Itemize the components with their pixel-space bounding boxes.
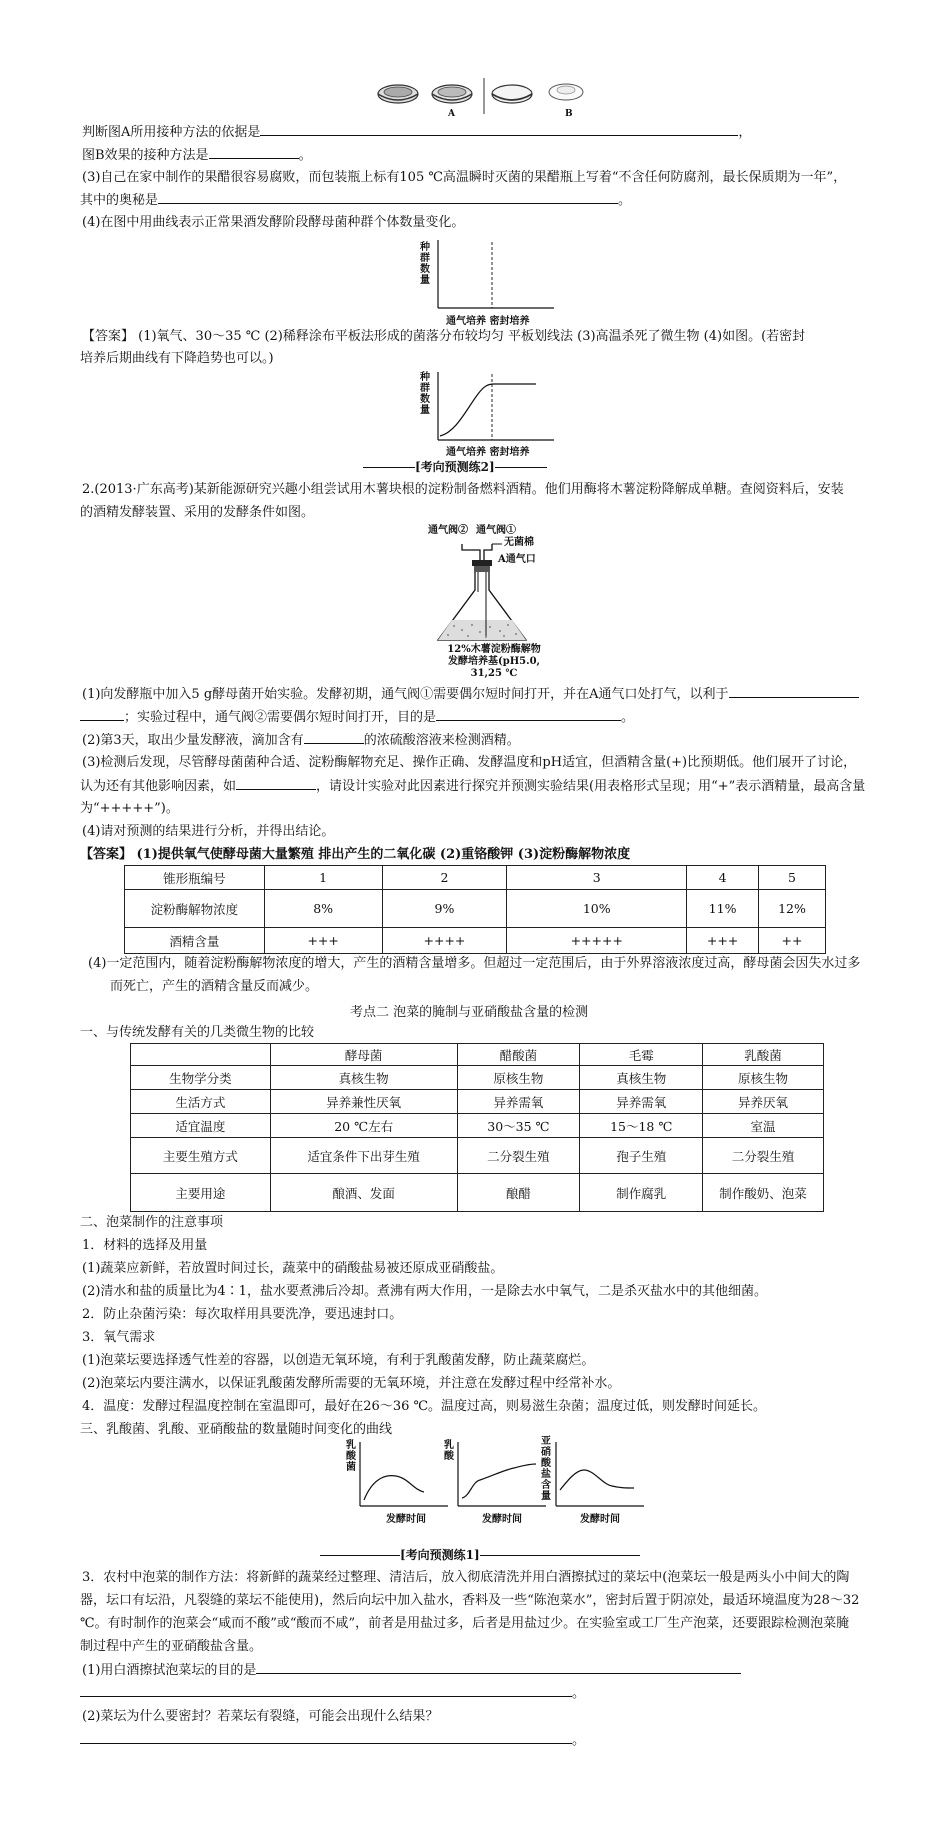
section-2-intro-line1: 2.(2013·广东高考)某新能源研究兴趣小组尝试用木薯块根的淀粉制备燃料酒精。他们用酶将木薯淀粉降解成单糖。查阅资料后，安装 [82,482,844,497]
item-4: 4．温度：发酵过程温度控制在室温即可，最好在26～36 ℃。温度过高，则易滋生杂菌；温度过低，则发酵时间延长。 [82,1399,767,1414]
table-row: 生活方式 异养兼性厌氧 异养需氧 异养需氧 异养厌氧 [131,1090,824,1114]
part-1-heading: 一、与传统发酵有关的几类微生物的比较 [80,1025,315,1040]
item-1b: (2)清水和盐的质量比为4∶1，盐水要煮沸后冷却。煮沸有两大作用，一是除去水中氧气，二是杀灭盐水中的其他细菌。 [82,1284,767,1299]
answer-blank[interactable] [436,708,621,721]
section-2-heading: [考向预测练2] [363,458,547,475]
kaodian-2-title: 考点二 泡菜的腌制与亚硝酸盐含量的检测 [350,1005,589,1020]
lactobacillus-curve [358,1440,450,1508]
table-row: 锥形瓶编号 1 2 3 4 5 [125,866,826,890]
curve-1-ylabel: 乳 酸 菌 [346,1440,356,1473]
answer-blank[interactable] [80,1731,572,1744]
petri-dish-figure [370,74,590,120]
s3-line3: ℃。有时制作的泡菜会“咸而不酸”或“酸而不咸”，前者是用盐过多，后者是用盐过少。在实验室或工厂生产泡菜，还要跟踪检测泡菜腌 [80,1616,850,1631]
port-label: A通气口 [498,554,536,565]
table-row: 适宜温度 20 ℃左右 30～35 ℃ 15～18 ℃ 室温 [131,1114,824,1138]
item-3b: (2)泡菜坛内要注满水，以保证乳酸菌发酵所需要的无氧环境，并注意在发酵过程中经常补水。 [82,1376,621,1391]
item-2: 2．防止杂菌污染：每次取样用具要洗净，要迅速封口。 [82,1307,403,1322]
answer-blank[interactable] [158,191,618,204]
lactic-acid-curve [456,1440,548,1508]
s2-question-1-line1: (1)向发酵瓶中加入5 g酵母菌开始实验。发酵初期，通气阀①需要偶尔短时间打开，并在A通气口处打气，以利于 [82,685,859,704]
graph-ylabel: 种 群 数 量 [420,242,430,286]
item-1a: (1)蔬菜应新鲜，若放置时间过长，蔬菜中的硝酸盐易被还原成亚硝酸盐。 [82,1261,504,1276]
s2-answer: 【答案】 (1)提供氧气使酵母菌大量繁殖 排出产生的二氧化碳 (2)重铬酸钾 (3)淀粉酶解物浓度 [80,847,631,862]
microbe-comparison-table [130,1043,824,1212]
s3-line4: 制过程中产生的亚硝酸盐含量。 [80,1639,263,1654]
alcohol-table [124,865,826,954]
answer-blank[interactable] [236,777,316,790]
question-a: 判断图A所用接种方法的依据是 ， [82,125,752,140]
valve-1-label: 通气阀① [476,525,516,536]
part-2-heading: 二、泡菜制作的注意事项 [80,1215,224,1230]
graph-xlabel: 通气培养 密封培养 [446,316,530,327]
section-2-intro-line2: 的酒精发酵装置、采用的发酵条件如图。 [80,505,315,520]
s3-question-1-line2: 。 [80,1684,585,1703]
answer-blank[interactable] [729,685,859,698]
answer-graph-xlabel: 通气培养 密封培养 [446,447,530,458]
dish-label-a: A [448,109,455,119]
nitrite-curve [554,1440,646,1508]
curve-3-ylabel: 亚 硝 酸 盐 含 量 [541,1436,551,1502]
growth-curve [440,384,536,436]
s2-question-1-line2: ；实验过程中，通气阀②需要偶尔短时间打开，目的是 。 [80,708,634,727]
valve-2-label: 通气阀② [428,525,468,536]
s2-question-2: (2)第3天，取出少量发酵液，滴加含有 的浓硫酸溶液来检测酒精。 [82,733,520,748]
answer-blank[interactable] [80,1684,572,1697]
answer-1-line2: 培养后期曲线有下降趋势也可以。) [80,351,274,366]
answer-blank[interactable] [209,146,299,159]
answer-population-graph [436,370,556,442]
table-row: 酒精含量 +++ ++++ +++++ +++ ++ [125,928,826,954]
question-4: (4)在图中用曲线表示正常果酒发酵阶段酵母菌种群个体数量变化。 [82,215,465,230]
answer-graph-ylabel: 种 群 数 量 [420,372,430,416]
dish-label-b: B [565,109,573,119]
question-b: 图B效果的接种方法是 。 [82,148,312,163]
s2-question-4: (4)请对预测的结果进行分析，并得出结论。 [82,824,335,839]
s2-question-3-line2: 认为还有其他影响因素，如 ，请设计实验对此因素进行探究并预测实验结果(用表格形式呈现；用“+”表示酒精量，最高含量 [80,779,866,794]
answer-blank[interactable] [260,123,738,136]
empty-population-graph [436,238,556,310]
table-row: 酵母菌 醋酸菌 毛霉 乳酸菌 [131,1044,824,1066]
fermentation-flask-diagram [428,528,568,648]
cotton-label: 无菌棉 [504,537,534,548]
s3-line2: 器，坛口有坛沿，凡裂缝的菜坛不能使用)，然后向坛中加入盐水，香料及一些“陈泡菜水”，密封后置于阴凉处，最适环境温度为28～32 [80,1593,860,1608]
table-row: 主要生殖方式 适宜条件下出芽生殖 二分裂生殖 孢子生殖 二分裂生殖 [131,1138,824,1174]
s3-line1: 3．农村中泡菜的制作方法：将新鲜的蔬菜经过整理、清洁后，放入彻底清洗并用白酒擦拭过的菜坛中(泡菜坛一般是两头小中间大的陶 [82,1570,850,1585]
s3-question-2-line2: 。 [80,1731,585,1750]
s3-question-2: (2)菜坛为什么要密封？若菜坛有裂缝，可能会出现什么结果？ [82,1709,439,1724]
petri-dish-1 [378,85,418,103]
flask-caption: 12%木薯淀粉酶解物 发酵培养基(pH5.0, 31,25 ℃ [447,644,541,679]
s2-answer-4-line1: (4)一定范围内，随着淀粉酶解物浓度的增大，产生的酒精含量增多。但超过一定范围后，由于外界溶液浓度过高，酵母菌会因失水过多 [88,956,861,971]
answer-1-line1: 【答案】 (1)氧气、30～35 ℃ (2)稀释涂布平板法形成的菌落分布较均匀 平板划线法 (3)高温杀死了微生物 (4)如图。(若密封 [82,329,806,344]
petri-dish-a [432,85,472,103]
item-3: 3．氧气需求 [82,1330,156,1345]
petri-dish-b [549,84,583,100]
question-3-line2: 其中的奥秘是 。 [80,193,632,208]
curve-3-xlabel: 发酵时间 [580,1514,620,1525]
answer-blank[interactable] [80,708,124,721]
s2-answer-4-line2: 而死亡，产生的酒精含量反而减少。 [110,979,319,994]
s2-question-3-line1: (3)检测后发现，尽管酵母菌菌种合适、淀粉酶解物充足、操作正确、发酵温度和pH适宜，但酒精含量(+)比预期低。他们展开了讨论， [82,755,857,770]
s2-question-3-line3: 为“+++++”)。 [80,801,179,816]
table-row: 淀粉酶解物浓度 8% 9% 10% 11% 12% [125,890,826,928]
item-1: 1．材料的选择及用量 [82,1238,208,1253]
part-3-heading: 三、乳酸菌、乳酸、亚硝酸盐的数量随时间变化的曲线 [80,1422,393,1437]
curve-2-ylabel: 乳 酸 [444,1440,454,1462]
answer-blank[interactable] [256,1661,741,1674]
section-3-heading: [考向预测练1] [320,1546,640,1563]
table-row: 主要用途 酿酒、发面 酿醋 制作腐乳 制作酸奶、泡菜 [131,1174,824,1212]
stopper [472,560,492,566]
curve-2-xlabel: 发酵时间 [482,1514,522,1525]
petri-dish-3 [492,85,532,103]
question-3-line1: (3)自己在家中制作的果醋很容易腐败，而包装瓶上标有105 ℃高温瞬时灭菌的果醋瓶上写着“不含任何防腐剂，最长保质期为一年”， [82,170,847,185]
s3-question-1: (1)用白酒擦拭泡菜坛的目的是 [82,1661,741,1680]
answer-blank[interactable] [304,731,364,744]
table-row: 生物学分类 真核生物 原核生物 真核生物 原核生物 [131,1066,824,1090]
curve-1-xlabel: 发酵时间 [386,1514,426,1525]
item-3a: (1)泡菜坛要选择透气性差的容器，以创造无氧环境，有利于乳酸菌发酵，防止蔬菜腐烂。 [82,1353,595,1368]
